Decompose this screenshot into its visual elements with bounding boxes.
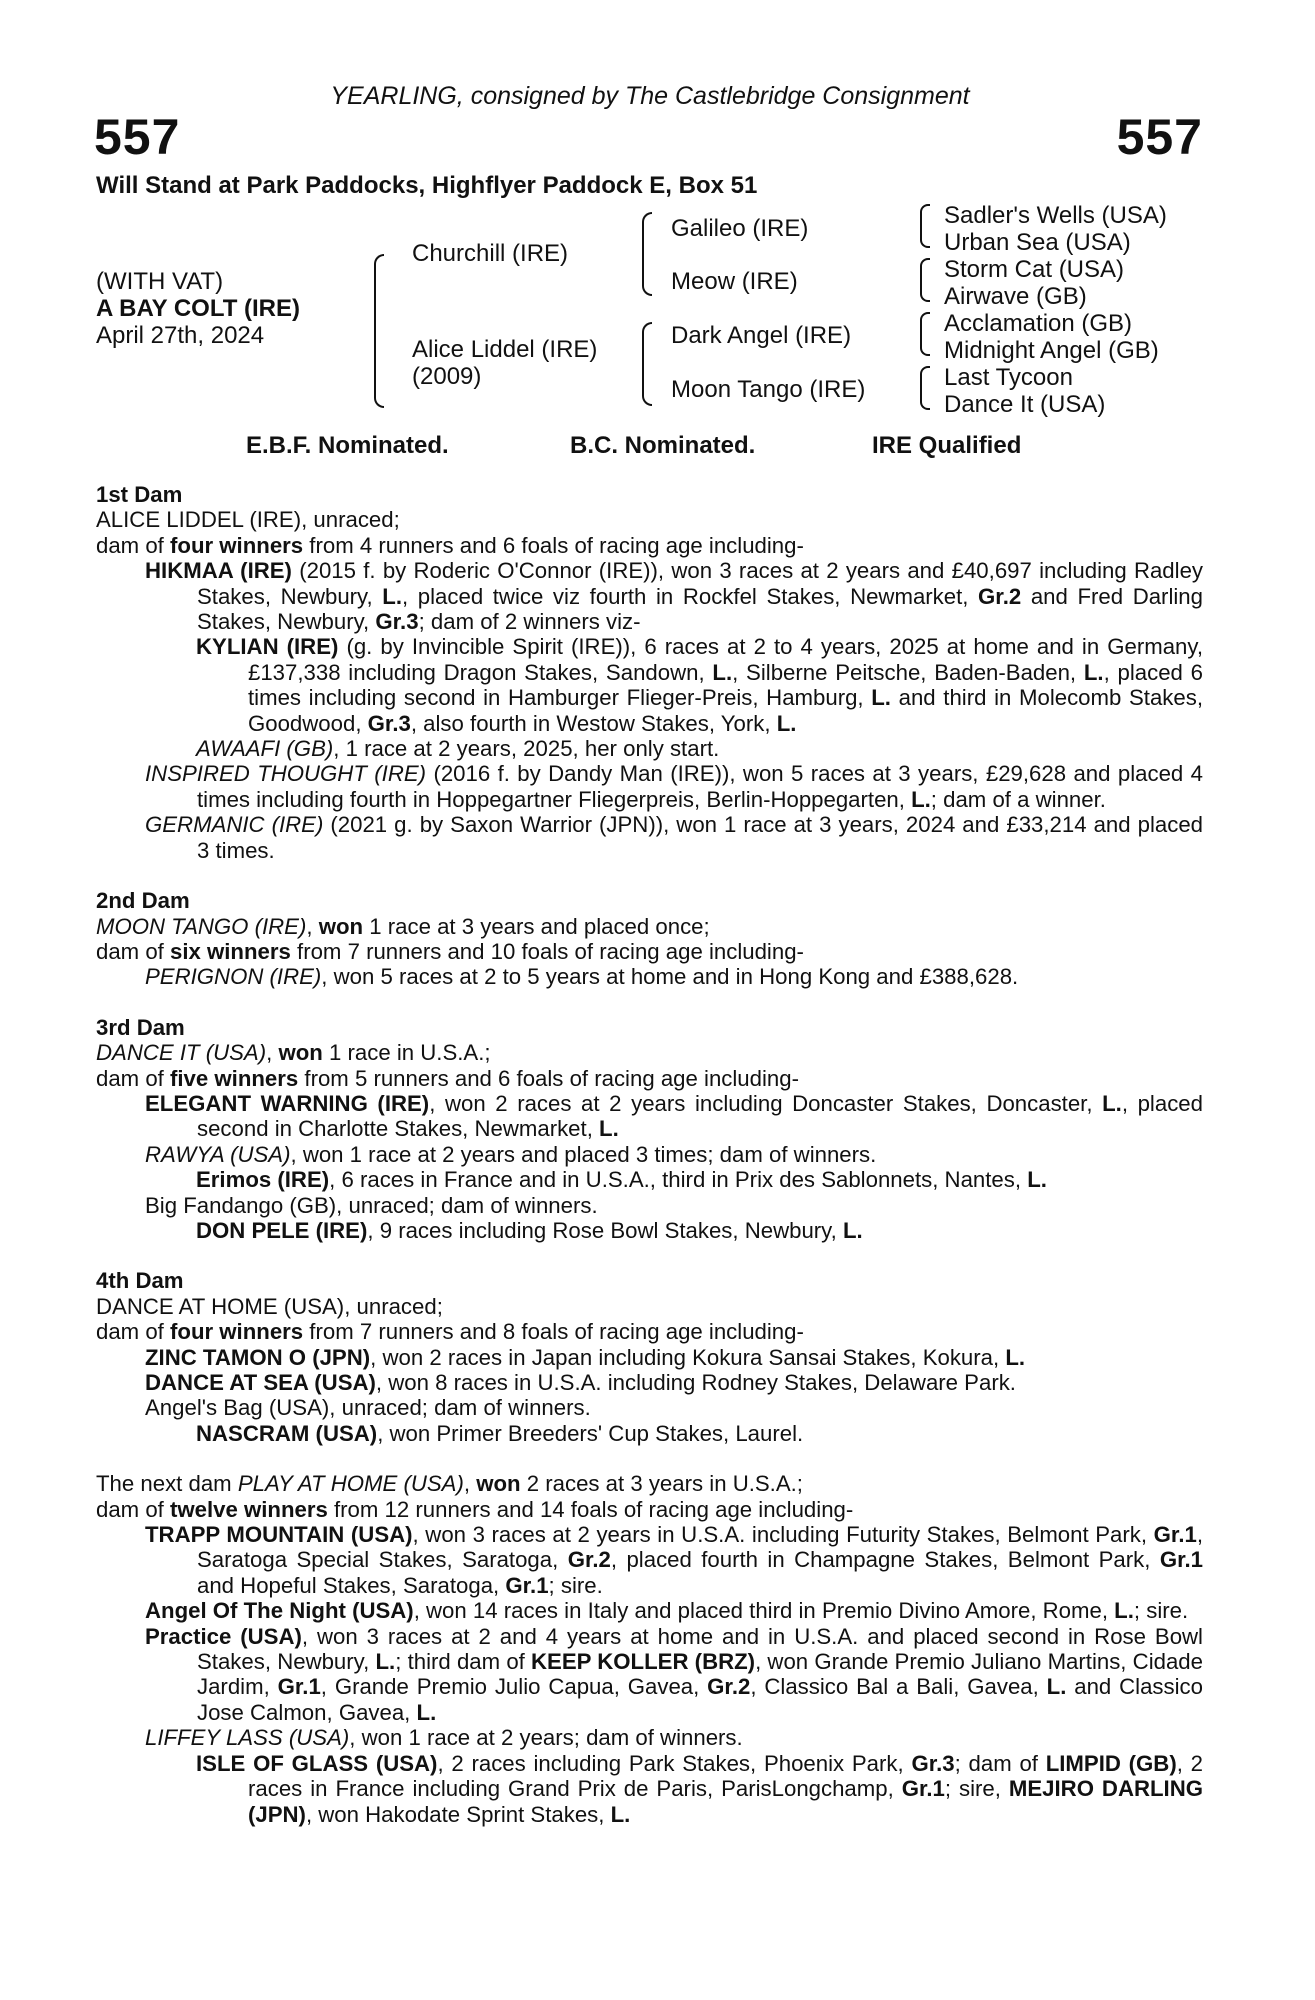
sire-dam: Meow (IRE) xyxy=(671,268,798,295)
dam: Alice Liddel (IRE) xyxy=(412,336,598,363)
ebf-nominated: E.B.F. Nominated. xyxy=(246,432,449,459)
pedigree-brace-6 xyxy=(920,312,930,356)
pedigree-brace-7 xyxy=(920,366,930,410)
dam-sire: Dark Angel (IRE) xyxy=(671,322,852,349)
grandsire-4: Last Tycoon xyxy=(944,364,1073,391)
stand-location: Will Stand at Park Paddocks, Highflyer Paddock E, Box 51 xyxy=(96,172,758,199)
section-heading: 1st Dam xyxy=(96,482,183,507)
pedigree-brace-5 xyxy=(920,258,930,302)
horse-name: A BAY COLT (IRE) xyxy=(96,295,301,322)
grandsire-2: Storm Cat (USA) xyxy=(944,256,1125,283)
dam-year: (2009) xyxy=(412,363,482,390)
pedigree-brace-2 xyxy=(642,212,652,296)
granddam-2: Airwave (GB) xyxy=(944,283,1087,310)
grandsire-1: Sadler's Wells (USA) xyxy=(944,202,1167,229)
section-heading: 4th Dam xyxy=(96,1268,184,1294)
foaling-date: April 27th, 2024 xyxy=(96,322,265,349)
dam-dam: Moon Tango (IRE) xyxy=(671,376,866,403)
lot-number-right: 557 xyxy=(1116,109,1203,165)
pedigree-brace-4 xyxy=(920,204,930,248)
grandsire-3: Acclamation (GB) xyxy=(944,310,1133,337)
sire: Churchill (IRE) xyxy=(412,240,569,267)
catalogue-body: 1st Dam ALICE LIDDEL (IRE), unraced; dam of four winners from 4 runners and 6 foals of racing age including- HIKMAA (IRE) (2015 f. by Roderic O'Connor (IRE)), won 3 races at 2 years and £40,697 including Radley Stakes, Newbury, L., placed twice viz fourth in Rockfel Stakes, Newmarket, Gr.2 and Fred Darling Stakes, Newbury, Gr.3; dam of 2 winners viz- KYLIAN (IRE) (g. by Invincible Spirit (IRE)), 6 races at 2 to 4 years, 2025 at home and in Germany, £137,338 including Dragon Stakes, Sandown, L., Silberne Peitsche, Baden-Baden, L., placed 6 times including second in Hamburger Flieger-Preis, Hamburg, L. and third in Molecomb Stakes, Goodwood, Gr.3, also fourth in Westow Stakes, York, L. AWAAFI (GB), 1 race at 2 years, 2025, her only start. INSPIRED THOUGHT (IRE) (2016 f. by Dandy Man (IRE)), won 5 races at 3 years, £29,628 and placed 4 times including fourth in Hoppegartner Fliegerpreis, Berlin-Hoppegarten, L.; dam of a winner. GERMANIC (IRE) (2021 g. by Saxon Warrior (JPN)), won 1 race at 3 years, 2024 and £33,214 and placed 3 times. 2nd Dam MOON TANGO (IRE), won 1 race at 3 years and placed once; dam of six winners from 7 runners and 10 foals of racing age including- PERIGNON (IRE), won 5 races at 2 to 5 years at home and in Hong Kong and £388,628. 3rd Dam DANCE IT (USA), won 1 race in U.S.A.; dam of five winners from 5 runners and 6 foals of racing age including- ELEGANT WARNING (IRE), won 2 races at 2 years including Doncaster Stakes, Doncaster, L., placed second in Charlotte Stakes, Newmarket, L. RAWYA (USA), won 1 race at 2 years and placed 3 times; dam of winners. Erimos (IRE), 6 races in France and in U.S.A., third in Prix des Sablonnets, Nantes, L. Big Fandango (GB), unraced; dam of winners. DON PELE (IRE), 9 races including Rose Bowl Stakes, Newbury, L. 4th Dam DANCE AT HOME (USA), unraced; dam of four winners from 7 runners and 8 foals of racing age including- ZINC TAMON O (JPN), won 2 races in Japan including Kokura Sansai Stakes, Kokura, L. DANCE AT SEA (USA), won 8 races in U.S.A. including Rodney Stakes, Delaware Park. Angel's Bag (USA), unraced; dam of winners. NASCRAM (USA), won Primer Breeders' Cup Stakes, Laurel. The next dam PLAY AT HOME (USA), won 2 races at 3 years in U.S.A.; dam of twelve winners from 12 runners and 14 foals of racing age including- TRAPP MOUNTAIN (USA), won 3 races at 2 years in U.S.A. including Futurity Stakes, Belmont Park, Gr.1, Saratoga Special Stakes, Saratoga, Gr.2, placed fourth in Champagne Stakes, Belmont Park, Gr.1 and Hopeful Stakes, Saratoga, Gr.1; sire. Angel Of The Night (USA), won 14 races in Italy and placed third in Premio Divino Amore, Rome, L.; sire. Practice (USA), won 3 races at 2 and 4 years at home and in U.S.A. and placed second in Rose Bowl Stakes, Newbury, L.; third dam of KEEP KOLLER (BRZ), won Grande Premio Juliano Martins, Cidade Jardim, Gr.1, Grande Premio Julio Capua, Gavea, Gr.2, Classico Bal a Bali, Gavea, L. and Classico Jose Calmon, Gavea, L. LIFFEY LASS (USA), won 1 race at 2 years; dam of winners. ISLE OF GLASS (USA), 2 races including Park Stakes, Phoenix Park, Gr.3; dam of LIMPID (GB), 2 races in France including Grand Prix de Paris, ParisLongchamp, Gr.1; sire, MEJIRO DARLING (JPN), won Hakodate Sprint Stakes, L. xyxy=(96,482,1204,1827)
bc-nominated: B.C. Nominated. xyxy=(570,432,756,459)
lot-number-left: 557 xyxy=(94,109,181,165)
consignor-line: YEARLING, consigned by The Castlebridge Consignment xyxy=(330,82,970,110)
pedigree-brace-1 xyxy=(374,254,384,408)
section-heading: 2nd Dam xyxy=(96,888,190,914)
ire-qualified: IRE Qualified xyxy=(872,432,1022,459)
pedigree-brace-3 xyxy=(642,322,652,406)
granddam-3: Midnight Angel (GB) xyxy=(944,337,1159,364)
granddam-4: Dance It (USA) xyxy=(944,391,1106,418)
sire-sire: Galileo (IRE) xyxy=(671,215,809,242)
vat-note: (WITH VAT) xyxy=(96,268,224,295)
granddam-1: Urban Sea (USA) xyxy=(944,229,1131,256)
section-heading: 3rd Dam xyxy=(96,1014,185,1040)
